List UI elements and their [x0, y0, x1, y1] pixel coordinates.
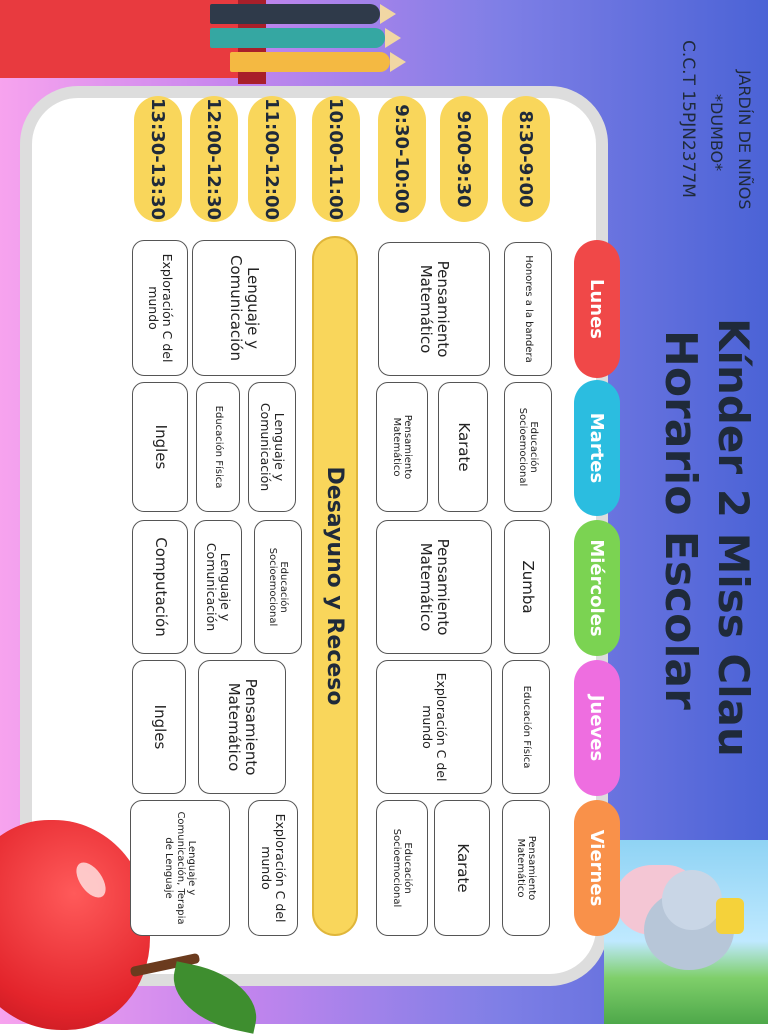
class-cell: Exploración C del mundo — [376, 660, 492, 794]
class-cell: Educación Física — [196, 382, 240, 512]
class-cell: Educación Socioemocional — [504, 382, 552, 512]
time-slot: 13:30-13:30 — [134, 96, 182, 222]
schedule-title: Horario Escolar — [655, 330, 706, 710]
class-cell: Lenguaje y Comunicación, Terapia de Lenguaje — [130, 800, 230, 936]
class-cell: Pensamiento Matemático — [376, 382, 428, 512]
class-cell: Pensamiento Matemático — [376, 520, 492, 654]
school-cct: C.C.T 15PJN2377M — [678, 40, 698, 198]
day-header-lunes: Lunes — [574, 240, 620, 378]
day-header-viernes: Viernes — [574, 800, 620, 936]
time-slot: 11:00-12:00 — [248, 96, 296, 222]
school-name: JARDÍN DE NIÑOS — [735, 70, 754, 210]
class-cell: Lenguaje y Comunicación — [192, 240, 296, 376]
time-slot: 9:30-10:00 — [378, 96, 426, 222]
class-cell: Karate — [438, 382, 488, 512]
class-cell: Pensamiento Matemático — [378, 242, 490, 376]
class-cell: Computación — [132, 520, 188, 654]
time-slot: 12:00-12:30 — [190, 96, 238, 222]
day-header-miercoles: Miércoles — [574, 520, 620, 656]
class-cell: Lenguaje y Comunicación — [248, 382, 296, 512]
class-cell: Exploración C del mundo — [132, 240, 188, 376]
class-cell: Pensamiento Matemático — [502, 800, 550, 936]
time-slot: 9:00-9:30 — [440, 96, 488, 222]
class-cell: Lenguaje y Comunicación — [194, 520, 242, 654]
class-cell: Pensamiento Matemático — [198, 660, 286, 794]
class-cell: Zumba — [504, 520, 550, 654]
class-cell: Educación Socioemocional — [254, 520, 302, 654]
time-slot: 8:30-9:00 — [502, 96, 550, 222]
class-cell: Educación Física — [502, 660, 550, 794]
time-slot: 10:00-11:00 — [312, 96, 360, 222]
day-header-martes: Martes — [574, 380, 620, 516]
class-cell: Educación Socioemocional — [376, 800, 428, 936]
class-cell: Karate — [434, 800, 490, 936]
class-cell: Ingles — [132, 660, 186, 794]
class-cell: Honores a la bandera — [504, 242, 552, 376]
class-cell: Ingles — [132, 382, 188, 512]
class-cell: Exploración C del mundo — [248, 800, 298, 936]
school-alias: *DUMBO* — [707, 94, 726, 172]
class-title: Kínder 2 Miss Clau — [709, 318, 758, 757]
recess-band: Desayuno y Receso — [312, 236, 358, 936]
day-header-jueves: Jueves — [574, 660, 620, 796]
